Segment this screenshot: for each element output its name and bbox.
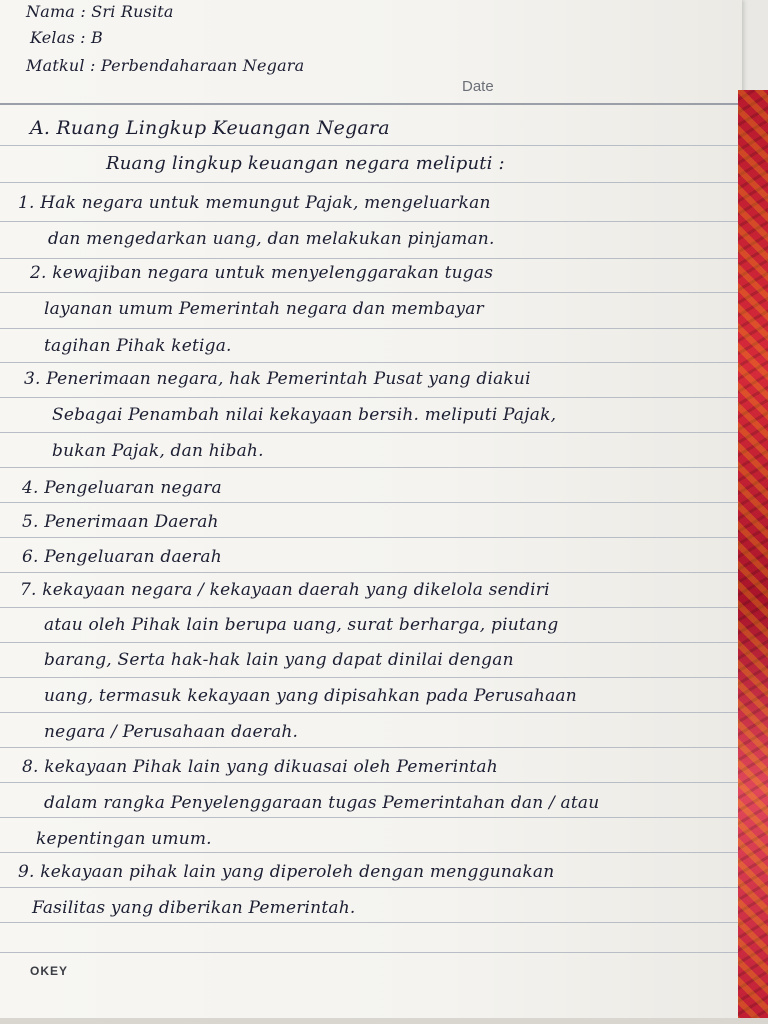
note-line: layanan umum Pemerintah negara dan membayar <box>44 299 484 319</box>
ruled-line <box>0 677 742 678</box>
ruled-line <box>0 922 742 923</box>
ruled-line <box>0 502 742 503</box>
date-label: Date <box>462 78 494 95</box>
student-name: Nama : Sri Rusita <box>26 2 174 21</box>
note-line: tagihan Pihak ketiga. <box>44 336 232 356</box>
notebook-brand-logo: OKEY <box>30 964 69 978</box>
ruled-line <box>0 182 742 183</box>
ruled-line <box>0 712 742 713</box>
note-line: dan mengedarkan uang, dan melakukan pinjaman. <box>48 229 495 249</box>
ruled-line <box>0 537 742 538</box>
notes-intro: Ruang lingkup keuangan negara meliputi : <box>106 153 505 174</box>
note-line: 4. Pengeluaran negara <box>22 478 222 498</box>
ruled-line <box>0 607 742 608</box>
ruled-line <box>0 817 742 818</box>
note-line: atau oleh Pihak lain berupa uang, surat berharga, piutang <box>44 615 559 635</box>
note-line: 2. kewajiban negara untuk menyelenggarakan tugas <box>30 263 494 283</box>
ruled-line <box>0 432 742 433</box>
note-line: barang, Serta hak-hak lain yang dapat dinilai dengan <box>44 650 514 670</box>
note-line: Sebagai Penambah nilai kekayaan bersih. meliputi Pajak, <box>52 405 557 425</box>
note-line: 8. kekayaan Pihak lain yang dikuasai oleh Pemerintah <box>22 757 498 777</box>
page-bottom-edge <box>0 1018 768 1024</box>
ruled-line <box>0 258 742 259</box>
note-line: Fasilitas yang diberikan Pemerintah. <box>32 898 356 918</box>
note-line: bukan Pajak, dan hibah. <box>52 441 264 461</box>
note-line: 5. Penerimaan Daerah <box>22 512 219 532</box>
ruled-line <box>0 397 742 398</box>
ruled-line <box>0 642 742 643</box>
note-line: negara / Perusahaan daerah. <box>44 722 299 742</box>
ruled-line <box>0 328 742 329</box>
ruled-line <box>0 362 742 363</box>
notebook-cover-edge <box>738 90 768 1024</box>
ruled-line <box>0 292 742 293</box>
note-line: dalam rangka Penyelenggaraan tugas Pemerintahan dan / atau <box>44 793 600 813</box>
notes-title: A. Ruang Lingkup Keuangan Negara <box>30 117 390 139</box>
ruled-line <box>0 467 742 468</box>
note-line: 6. Pengeluaran daerah <box>22 547 222 567</box>
ruled-line <box>0 572 742 573</box>
note-line: 3. Penerimaan negara, hak Pemerintah Pusat yang diakui <box>24 369 531 389</box>
ruled-line <box>0 747 742 748</box>
note-line: kepentingan umum. <box>36 829 212 849</box>
ruled-line <box>0 782 742 783</box>
ruled-line <box>0 952 742 953</box>
ruled-line <box>0 221 742 222</box>
note-line: uang, termasuk kekayaan yang dipisahkan pada Perusahaan <box>44 686 577 706</box>
note-line: 9. kekayaan pihak lain yang diperoleh dengan menggunakan <box>18 862 555 882</box>
ruled-line <box>0 852 742 853</box>
student-class: Kelas : B <box>30 28 103 47</box>
note-line: 1. Hak negara untuk memungut Pajak, mengeluarkan <box>18 193 491 213</box>
ruled-line <box>0 887 742 888</box>
header-rule <box>0 103 742 105</box>
note-line: 7. kekayaan negara / kekayaan daerah yang dikelola sendiri <box>20 580 550 600</box>
ruled-line <box>0 145 742 146</box>
course-name: Matkul : Perbendaharaan Negara <box>26 56 305 75</box>
